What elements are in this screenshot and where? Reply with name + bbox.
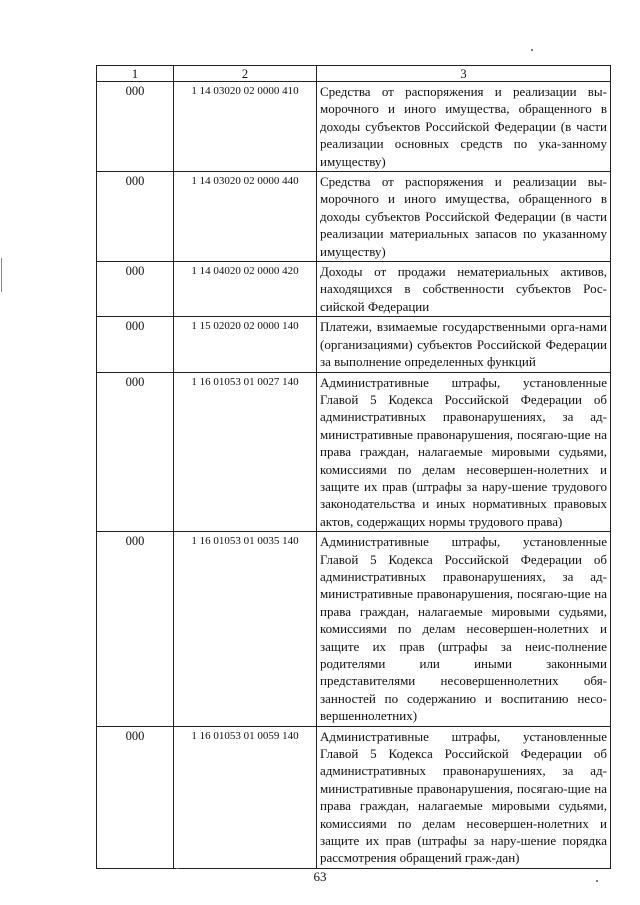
- kbk-code-cell: 1 14 04020 02 0000 420: [174, 262, 317, 317]
- table-header-row: [97, 66, 611, 82]
- table-row: [97, 262, 611, 317]
- table-row: [97, 372, 611, 532]
- table-row: [97, 317, 611, 372]
- description-cell: Административные штрафы, установленные Главой 5 Кодекса Российской Федерации об административных правонарушениях, за ад-министративные правонарушения, посягаю-щие на права граждан, налагаемые мировыми судьями, комиссиями по делам несовершен-нолетних и защите их прав (штрафы за нару-шение трудового законодательства и иных нормативных правовых актов, содержащих нормы трудового права): [317, 372, 611, 532]
- description-cell: Средства от распоряжения и реализации вы-морочного и иного имущества, обращенного в доходы субъектов Российской Федерации (в части реализации основных средств по ука-занному имуществу): [317, 82, 611, 172]
- admin-code-cell: 000: [97, 82, 174, 172]
- kbk-code-cell: 1 15 02020 02 0000 140: [174, 317, 317, 372]
- admin-code-cell: 000: [97, 172, 174, 262]
- kbk-code-cell: 1 16 01053 01 0027 140: [174, 372, 317, 532]
- header-col-1: 1: [97, 66, 174, 82]
- admin-code-cell: 000: [97, 726, 174, 868]
- scan-speck: [531, 49, 533, 51]
- scan-speck: [596, 880, 598, 882]
- description-cell: Платежи, взимаемые государственными орга-нами (организациями) субъектов Российской Федерации за выполнение определенных функций: [317, 317, 611, 372]
- header-col-2: 2: [174, 66, 317, 82]
- kbk-code-cell: 1 14 03020 02 0000 440: [174, 172, 317, 262]
- admin-code-cell: 000: [97, 317, 174, 372]
- admin-code-cell: 000: [97, 372, 174, 532]
- revenue-codes-table: [96, 65, 611, 869]
- description-cell: Административные штрафы, установленные Главой 5 Кодекса Российской Федерации об административных правонарушениях, за ад-министративные правонарушения, посягаю-щие на права граждан, налагаемые мировыми судьями, комиссиями по делам несовершен-нолетних и защите их прав (штрафы за нару-шение порядка рассмотрения обращений граж-дан): [317, 726, 611, 868]
- admin-code-cell: 000: [97, 262, 174, 317]
- description-cell: Средства от распоряжения и реализации вы-морочного и иного имущества, обращенного в доходы субъектов Российской Федерации (в части реализации материальных запасов по указанному имуществу): [317, 172, 611, 262]
- table-row: [97, 172, 611, 262]
- kbk-code-cell: 1 16 01053 01 0059 140: [174, 726, 317, 868]
- scan-speck: [176, 868, 179, 869]
- page-number: 63: [313, 869, 327, 884]
- header-col-3: 3: [317, 66, 611, 82]
- table-row: [97, 726, 611, 868]
- admin-code-cell: 000: [97, 532, 174, 726]
- kbk-code-cell: 1 14 03020 02 0000 410: [174, 82, 317, 172]
- table-row: [97, 82, 611, 172]
- table-row: [97, 532, 611, 726]
- description-cell: Доходы от продажи нематериальных активов, находящихся в собственности субъектов Рос-сийской Федерации: [317, 262, 611, 317]
- scan-margin-mark: [1, 258, 2, 292]
- description-cell: Административные штрафы, установленные Главой 5 Кодекса Российской Федерации об административных правонарушениях, за ад-министративные правонарушения, посягаю-щие на права граждан, налагаемые мировыми судьями, комиссиями по делам несовершен-нолетних и защите их прав (штрафы за неис-полнение родителями или иными законными представителями несовершеннолетних обя-занностей по содержанию и воспитанию несо-вершеннолетних): [317, 532, 611, 726]
- kbk-code-cell: 1 16 01053 01 0035 140: [174, 532, 317, 726]
